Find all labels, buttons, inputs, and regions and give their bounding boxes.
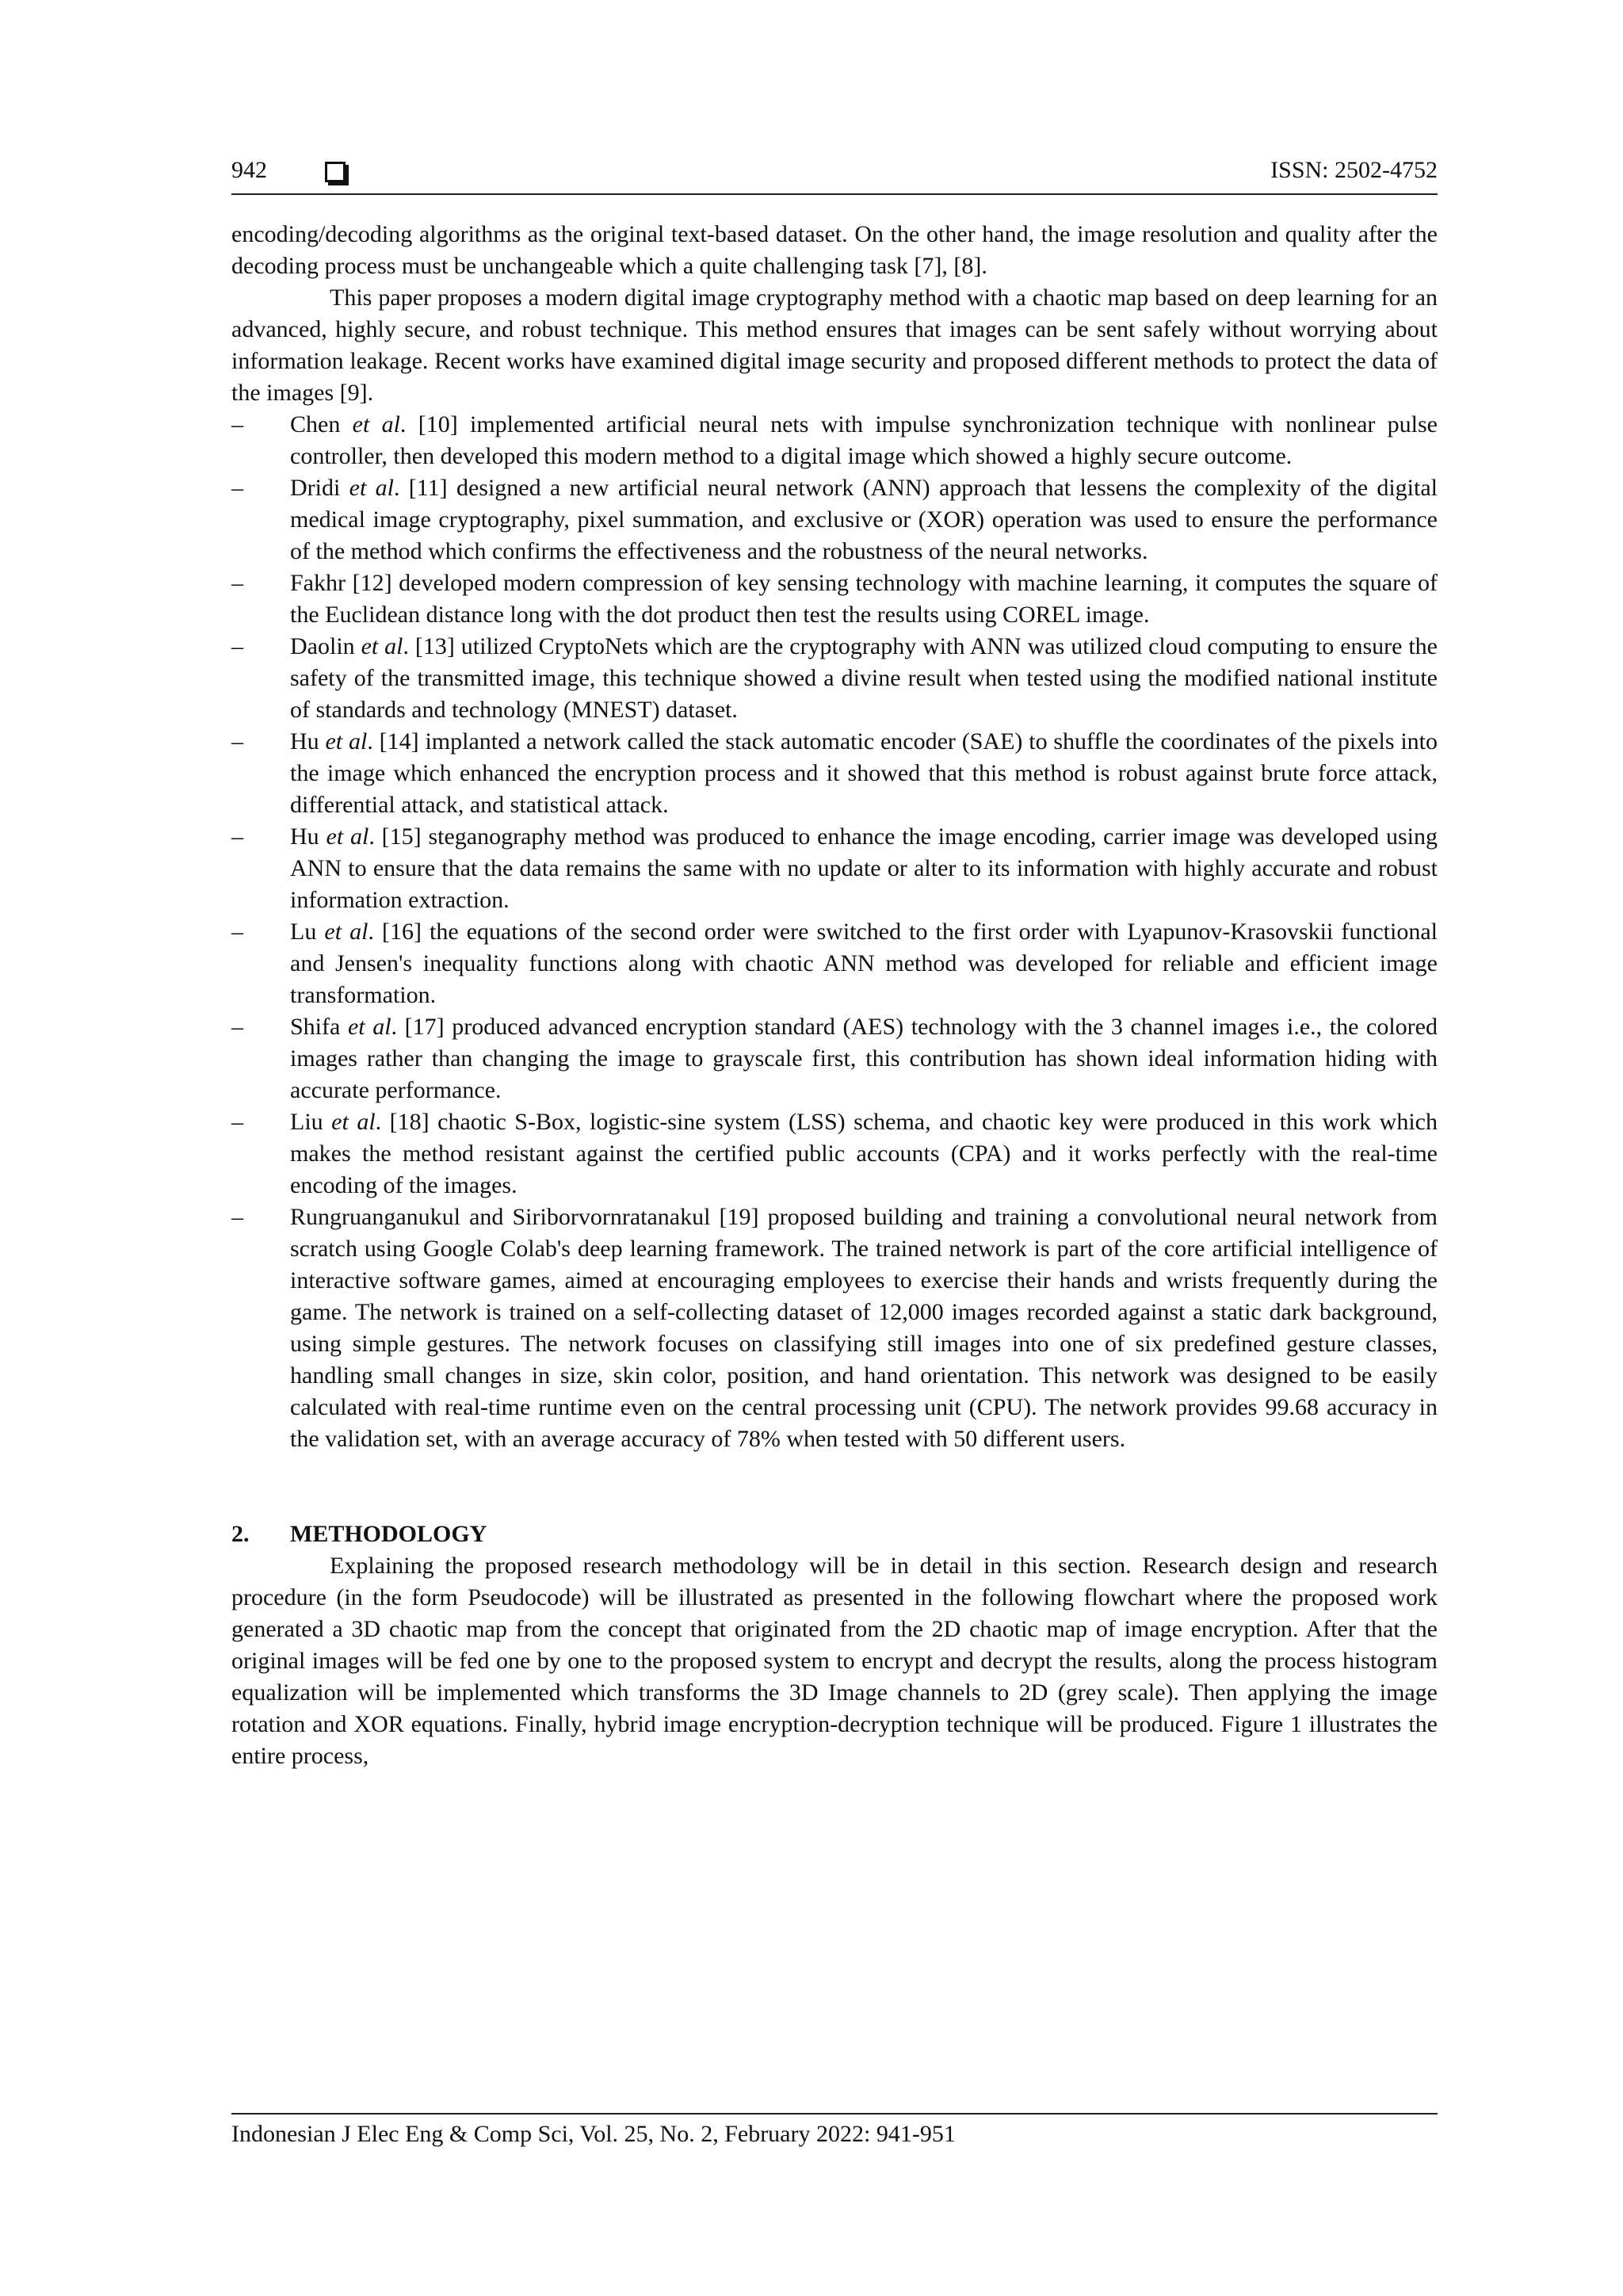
et-al: et al [340,1014,391,1040]
methodology-paragraph: Explaining the proposed research methodology will be in detail in this section. Research design and research procedure (in the form Pseudocode) will be illustrated as presented in the following flowchart where the proposed work generated a 3D chaotic map from the concept that originated from the 2D chaotic map of image encryption. After that the original images will be fed one by one to the proposed system to encrypt and decrypt the results, along the process histogram equalization will be implemented which transforms the 3D Image channels to 2D (grey scale). Then applying the image rotation and XOR equations. Finally, hybrid image encryption-decryption technique will be produced. Figure 1 illustrates the entire process, [231,1553,1438,1769]
et-al: et al [354,633,403,659]
related-work-item [231,1106,1438,1201]
item-text: [12] developed modern compression of key sensing technology with machine learning, it computes the square of the Euclidean distance long with the dot product then test the results using COREL image. [290,570,1438,628]
article-body [231,219,1438,1772]
issn-label: ISSN: 2502-4752 [1270,157,1438,183]
item-text: . [10] implemented artificial neural nets with impulse synchronization technique with nonlinear pulse controller, then developed this modern method to a digital image which showed a highly secure outcome. [290,411,1438,469]
et-al: et al [319,728,368,755]
et-al: et al [340,411,400,437]
page-footer [231,2113,1438,2148]
et-al: et al [316,919,369,945]
author: Fakhr [290,570,346,596]
square-box-icon [325,162,346,182]
related-work-item [231,726,1438,821]
journal-citation: Indonesian J Elec Eng & Comp Sci, Vol. 25, No. 2, February 2022: 941-951 [231,2121,956,2147]
item-text: . [11] designed a new artificial neural network (ANN) approach that lessens the complexity of the digital medical image cryptography, pixel summation, and exclusive or (XOR) operation was used to ensure the performance of the method which confirms the effectiveness and the robustness of the neural networks. [290,475,1438,564]
author: Liu [290,1109,323,1135]
page-number: 942 [231,157,267,183]
dash-bullet: – [231,411,243,437]
item-text: . [13] utilized CryptoNets which are the cryptography with ANN was utilized cloud computing to ensure the safety of the transmitted image, this technique showed a divine result when tested using the modified national institute of standards and technology (MNEST) dataset. [290,633,1438,723]
item-text: . [18] chaotic S-Box, logistic-sine system (LSS) schema, and chaotic key were produced in this work which makes the method resistant against the certified public accounts (CPA) and it works perfectly with the real-time encoding of the images. [290,1109,1438,1198]
author: Hu [290,728,319,755]
related-work-item [231,631,1438,726]
author: Shifa [290,1014,341,1040]
item-text: . [17] produced advanced encryption standard (AES) technology with the 3 channel images i.e., the colored images rather than changing the image to grayscale first, this contribution has shown ideal information hiding with accurate performance. [290,1014,1438,1103]
et-al: et al [319,823,369,850]
related-work-item [231,821,1438,916]
intro-paragraph-continued: encoding/decoding algorithms as the original text-based dataset. On the other hand, the image resolution and quality after the decoding process must be unchangeable which a quite challenging task [7], [8]. [231,221,1438,279]
related-work-list [231,409,1438,1455]
related-work-item [231,1201,1438,1455]
dash-bullet: – [231,1204,243,1230]
related-work-item [231,409,1438,472]
et-al: et al [323,1109,376,1135]
author: Hu [290,823,319,850]
author: Daolin [290,633,355,659]
section-title: METHODOLOGY [290,1521,487,1547]
dash-bullet: – [231,633,243,659]
author: Rungruanganukul and Siriborvornratanakul [290,1204,711,1230]
dash-bullet: – [231,570,243,596]
author: Chen [290,411,341,437]
author: Lu [290,919,317,945]
dash-bullet: – [231,1014,243,1040]
author: Dridi [290,475,341,501]
page-header [231,155,1438,195]
item-text: . [15] steganography method was produced to enhance the image encoding, carrier image was developed using ANN to ensure that the data remains the same with no update or alter to its information with highly accurate and robust information extraction. [290,823,1438,913]
item-text: [19] proposed building and training a convolutional neural network from scratch using Google Colab's deep learning framework. The trained network is part of the core artificial intelligence of interactive software games, aimed at encouraging employees to exercise their hands and wrists frequently during the game. The network is trained on a self-collecting dataset of 12,000 images recorded against a static dark background, using simple gestures. The network focuses on classifying still images into one of six predefined gesture classes, handling small changes in size, skin color, position, and hand orientation. This network was designed to be easily calculated with real-time runtime even on the central processing unit (CPU). The network provides 99.68 accuracy in the validation set, with an average accuracy of 78% when tested with 50 different users. [290,1204,1438,1452]
section-number: 2. [231,1521,250,1547]
related-work-item [231,567,1438,631]
dash-bullet: – [231,1109,243,1135]
related-work-item [231,1011,1438,1106]
section-heading [231,1519,1438,1550]
dash-bullet: – [231,823,243,850]
intro-paragraph: This paper proposes a modern digital image cryptography method with a chaotic map based on deep learning for an advanced, highly secure, and robust technique. This method ensures that images can be sent safely without worrying about information leakage. Recent works have examined digital image security and proposed different methods to protect the data of the images [9]. [231,285,1438,406]
related-work-item [231,916,1438,1011]
item-text: . [16] the equations of the second order were switched to the first order with Lyapunov-Krasovskii functional and Jensen's inequality functions along with chaotic ANN method was developed for reliable and efficient image transformation. [290,919,1438,1008]
et-al: et al [340,475,394,501]
dash-bullet: – [231,475,243,501]
dash-bullet: – [231,919,243,945]
dash-bullet: – [231,728,243,755]
item-text: . [14] implanted a network called the stack automatic encoder (SAE) to shuffle the coordinates of the pixels into the image which enhanced the encryption process and it showed that this method is robust against brute force attack, differential attack, and statistical attack. [290,728,1438,818]
related-work-item [231,472,1438,567]
